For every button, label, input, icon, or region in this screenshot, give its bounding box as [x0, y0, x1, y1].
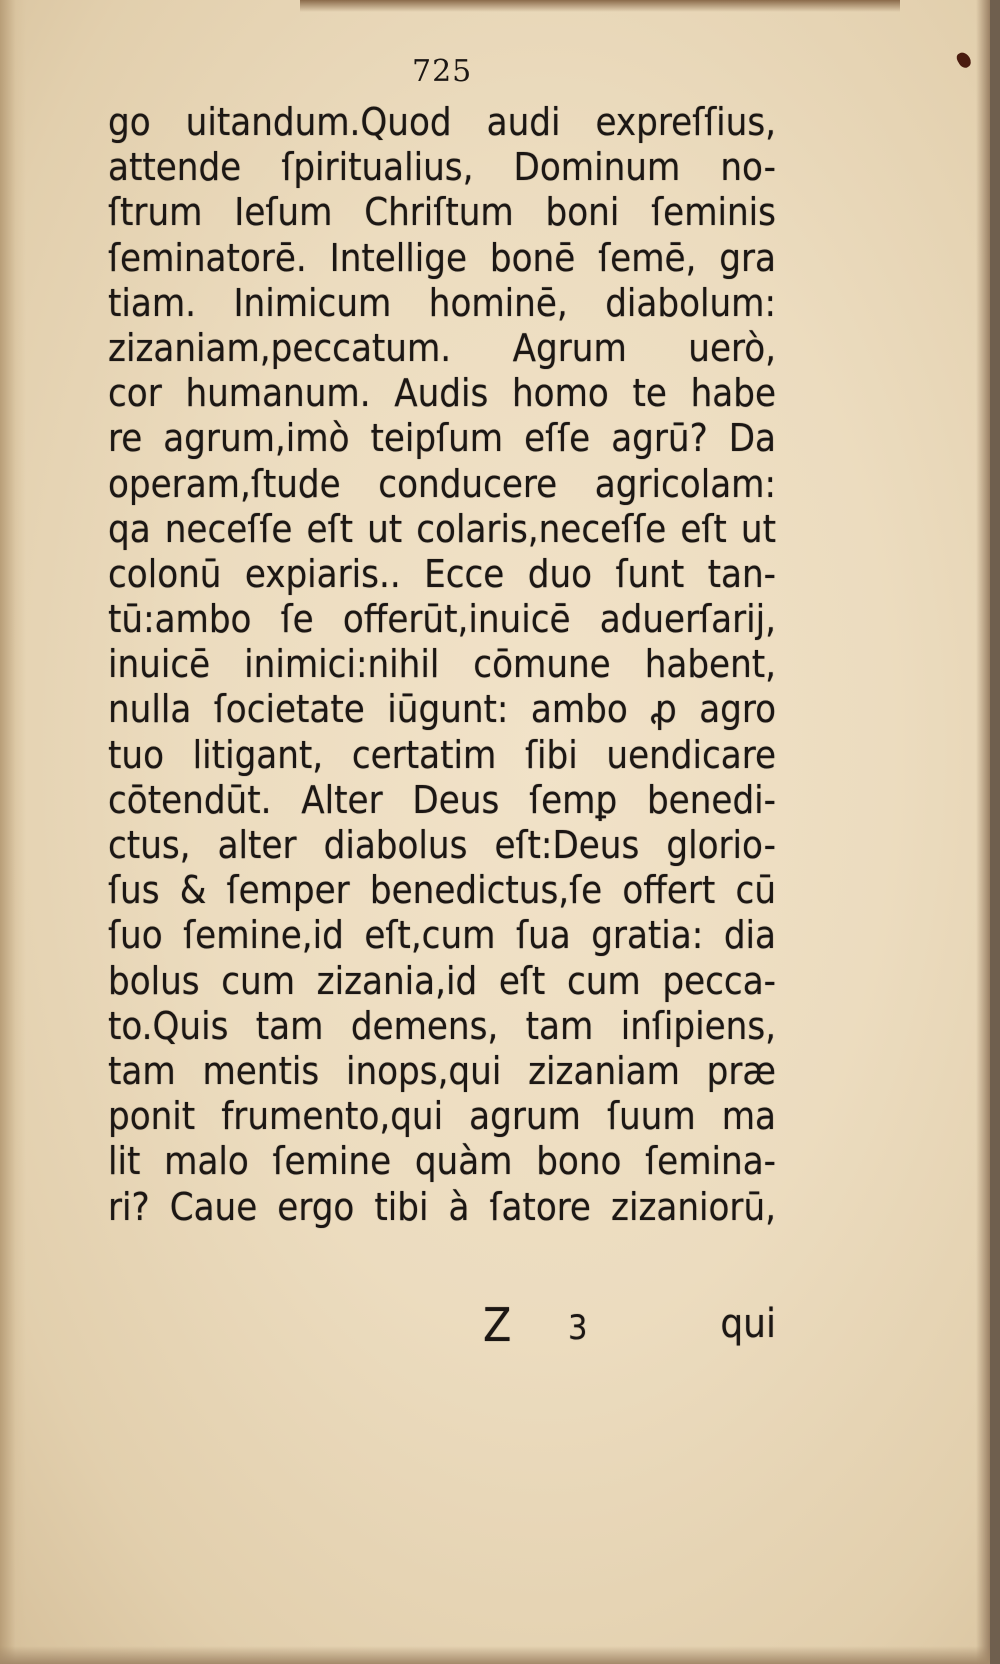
text-line: re agrum,imò teipſum eſſe agrū? Da [108, 416, 776, 461]
footer-catchline [108, 1300, 776, 1350]
text-line: bolus cum zizania,id eſt cum pecca- [108, 958, 776, 1003]
text-line: go uitandum.Quod audi expreſſius, [108, 100, 776, 144]
text-line: attende ſpiritualius, Dominum no- [108, 145, 776, 190]
text-line: ſus & ſemper benedictus,ſe offert cū [108, 868, 776, 913]
text-line: ponit frumento,qui agrum ſuum ma [108, 1094, 776, 1139]
catchword: qui [720, 1301, 776, 1347]
text-line: cōtendūt. Alter Deus ſemꝑ benedi- [108, 777, 776, 822]
page-number: 725 [412, 54, 473, 89]
text-line: zizaniam,peccatum. Agrum uerò, [108, 325, 776, 370]
right-edge-shadow [976, 0, 990, 1664]
bottom-edge-shadow [0, 1646, 990, 1664]
signature-mark: Z [483, 1298, 512, 1352]
top-edge-shadow [300, 0, 900, 12]
text-line: cor humanum. Audis homo te habe [108, 371, 776, 416]
spine-shadow [0, 0, 26, 1664]
text-line: colonū expiaris.. Ecce duo ſunt tan- [108, 551, 776, 596]
text-line: inuicē inimici:nihil cōmune habent, [108, 642, 776, 687]
ink-mark [955, 50, 973, 70]
main-text-block [108, 100, 776, 1230]
text-line: operam,ſtude conducere agricolam: [108, 461, 776, 506]
text-line: ri? Caue ergo tibi à ſatore zizaniorū, [108, 1184, 776, 1229]
text-line: ctus, alter diabolus eſt:Deus glorio- [108, 823, 776, 867]
text-line: nulla ſocietate iūgunt: ambo ꝓ agro [108, 687, 776, 732]
signature-number: 3 [568, 1308, 588, 1348]
text-line: tiam. Inimicum hominē, diabolum: [108, 280, 776, 325]
text-line: tam mentis inops,qui zizaniam præ [108, 1048, 776, 1093]
text-line: ſeminatorē. Intellige bonē ſemē, gra [108, 235, 776, 280]
text-line: ſuo ſemine,id eſt,cum ſua gratia: dia [108, 913, 776, 958]
text-line: tuo litigant, certatim ſibi uendicare [108, 732, 776, 777]
text-line: to.Quis tam demens, tam inſipiens, [108, 1003, 776, 1048]
text-line: ſtrum Ieſum Chriſtum boni ſeminis [108, 190, 776, 235]
text-line: tū:ambo ſe offerūt,inuicē aduerſarij, [108, 597, 776, 642]
text-line: lit malo ſemine quàm bono ſemina- [108, 1139, 776, 1184]
text-line: qa neceſſe eſt ut colaris,neceſſe eſt ut [108, 506, 776, 551]
